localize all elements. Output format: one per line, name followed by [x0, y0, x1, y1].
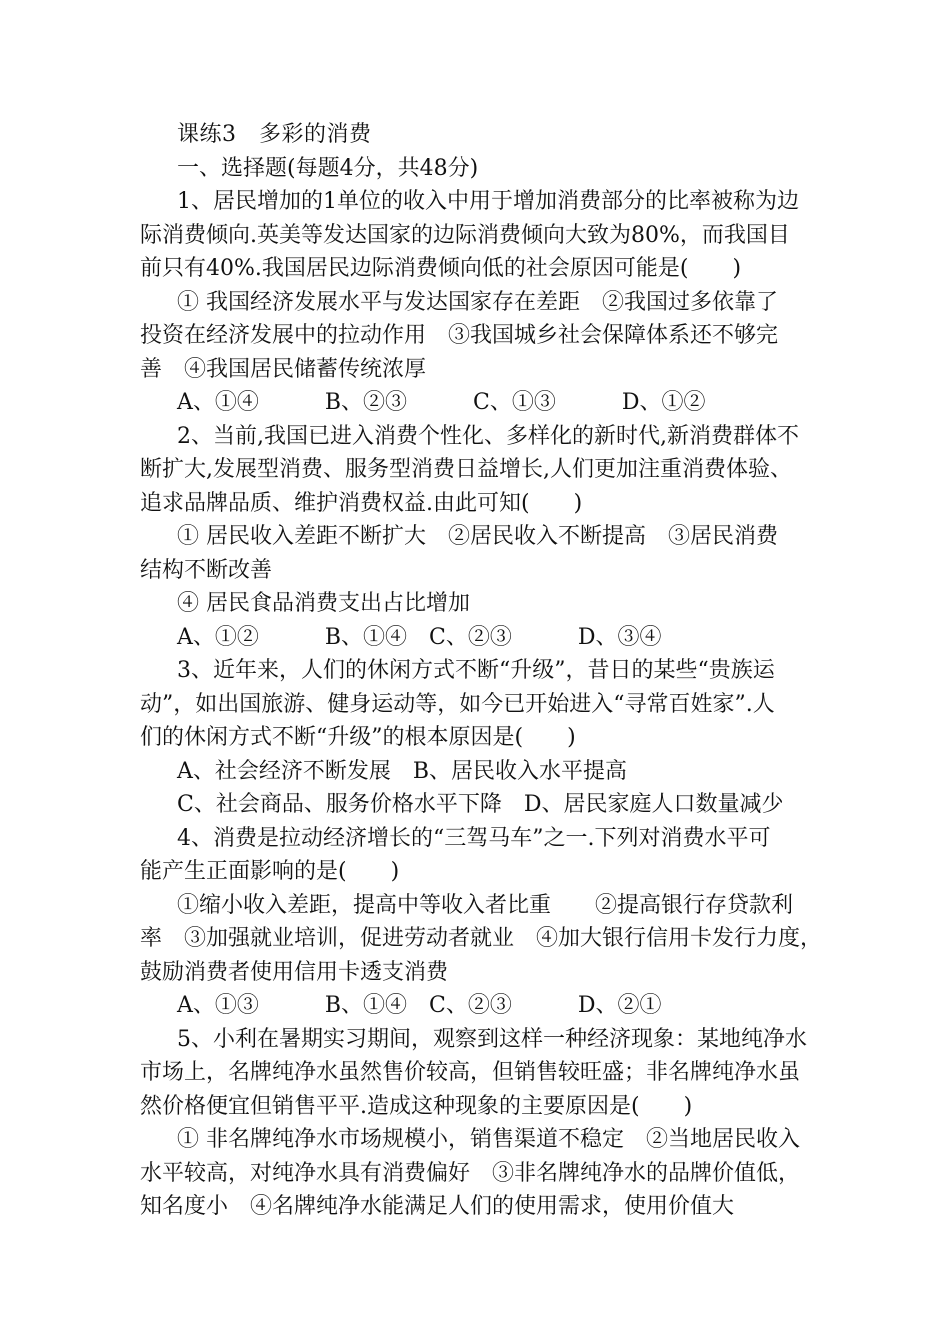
q1-option-line-3: 善 ④我国居民储蓄传统浓厚: [140, 356, 427, 382]
q2-line-1: 2、当前,我国已进入消费个性化、多样化的新时代,新消费群体不: [177, 423, 799, 449]
q5-option-line-1: ① 非名牌纯净水市场规模小，销售渠道不稳定 ②当地居民收入: [177, 1127, 800, 1152]
document-body: [140, 118, 823, 1224]
q4-answers: A、①③ B、①④ C、②③ D、②①: [177, 993, 662, 1018]
q3-answers-2: C、社会商品、服务价格水平下降 D、居民家庭人口数量减少: [177, 792, 784, 817]
q2-option-line-3: ④ 居民食品消费支出占比增加: [177, 591, 470, 616]
q3-line-3: 们的休闲方式不断“升级”的根本原因是( ): [140, 725, 576, 750]
q5-line-2: 市场上，名牌纯净水虽然售价较高，但销售较旺盛；非名牌纯净水虽: [140, 1060, 801, 1085]
q4-option-line-2: 率 ③加强就业培训，促进劳动者就业 ④加大银行信用卡发行力度，: [140, 926, 823, 951]
lesson-title: 课练3 多彩的消费: [177, 122, 372, 147]
q2-option-line-2: 结构不断改善: [140, 557, 273, 583]
q4-option-line-3: 鼓励消费者使用信用卡透支消费: [140, 959, 449, 985]
q3-answers-1: A、社会经济不断发展 B、居民收入水平提高: [177, 758, 628, 784]
q1-line-3: 前只有40%.我国居民边际消费倾向低的社会原因可能是( ): [140, 256, 742, 281]
q2-answers: A、①② B、①④ C、②③ D、③④: [177, 624, 662, 650]
section-heading: 一、选择题(每题4分，共48分): [177, 155, 479, 181]
q5-line-1: 5、小利在暑期实习期间，观察到这样一种经济现象：某地纯净水: [177, 1026, 807, 1052]
q1-line-1: 1、居民增加的1单位的收入中用于增加消费部分的比率被称为边: [177, 189, 799, 214]
q5-option-line-2: 水平较高，对纯净水具有消费偏好 ③非名牌纯净水的品牌价值低，: [140, 1160, 801, 1186]
q1-option-line-1: ① 我国经济发展水平与发达国家存在差距 ②我国过多依靠了: [177, 289, 778, 315]
q1-option-line-2: 投资在经济发展中的拉动作用 ③我国城乡社会保障体系还不够完: [140, 323, 779, 348]
q1-answers: A、①④ B、②③ C、①③ D、①②: [177, 390, 706, 415]
q2-line-3: 追求品牌品质、维护消费权益.由此可知( ): [140, 490, 583, 516]
q5-option-line-3: 知名度小 ④名牌纯净水能满足人们的使用需求，使用价值大: [140, 1194, 735, 1219]
q4-option-line-1: ①缩小收入差距，提高中等收入者比重 ②提高银行存贷款利: [177, 892, 794, 918]
q1-line-2: 际消费倾向.英美等发达国家的边际消费倾向大致为80%，而我国目: [140, 222, 790, 248]
q3-line-2: 动”，如出国旅游、健身运动等，如今已开始进入“寻常百姓家”.人: [140, 691, 775, 717]
q4-line-2: 能产生正面影响的是( ): [140, 859, 400, 884]
q2-option-line-1: ① 居民收入差距不断扩大 ②居民收入不断提高 ③居民消费: [177, 524, 778, 549]
q4-line-1: 4、消费是拉动经济增长的“三驾马车”之一.下列对消费水平可: [177, 825, 771, 851]
q3-line-1: 3、近年来，人们的休闲方式不断“升级”，昔日的某些“贵族运: [177, 658, 775, 683]
q5-line-3: 然价格便宜但销售平平.造成这种现象的主要原因是( ): [140, 1093, 693, 1119]
q2-line-2: 断扩大,发展型消费、服务型消费日益增长,人们更加注重消费体验、: [140, 457, 792, 482]
